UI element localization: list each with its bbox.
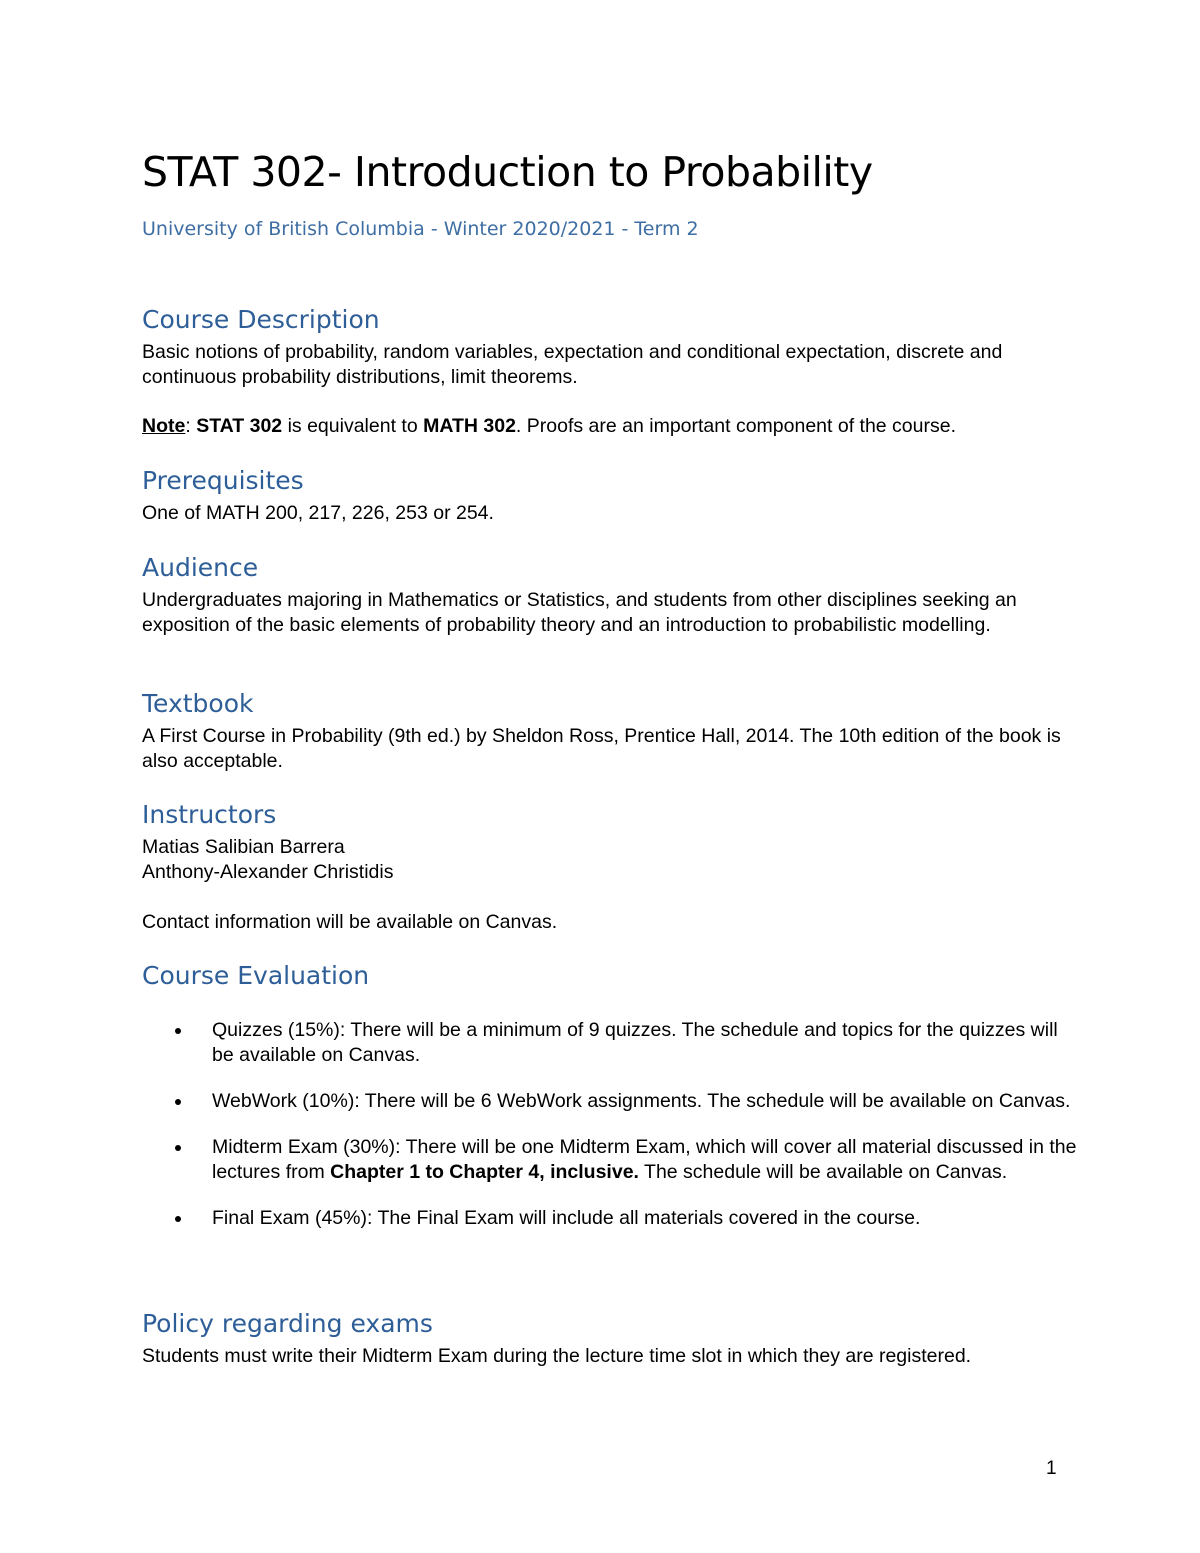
instructors-contact: Contact information will be available on Canvas.	[142, 911, 558, 933]
textbook-heading: Textbook	[142, 689, 254, 718]
list-item	[142, 1089, 1082, 1114]
page-number: 1	[1046, 1458, 1057, 1479]
page-title: STAT 302- Introduction to Probability	[142, 148, 873, 196]
note-course-code: STAT 302	[196, 415, 283, 437]
list-item	[142, 1206, 1082, 1231]
note-equivalent-code: MATH 302	[423, 415, 516, 437]
policy-heading: Policy regarding exams	[142, 1309, 433, 1338]
audience-text: Undergraduates majoring in Mathematics or Statistics, and students from other disciplines seeking an exposition of the basic elements of probability theory and an introduction to probabilistic modelling.	[142, 589, 1017, 636]
note-end-text: . Proofs are an important component of the course.	[515, 415, 956, 437]
course-note	[142, 414, 1082, 439]
prerequisites-text: One of MATH 200, 217, 226, 253 or 254.	[142, 502, 494, 524]
bullet-icon	[175, 1216, 181, 1222]
list-item	[142, 1018, 1082, 1068]
page-subtitle: University of British Columbia - Winter 2020/2021 - Term 2	[142, 218, 699, 240]
evaluation-midterm-pre: Midterm Exam (30%): There will be one Midterm Exam, which will cover all material discussed in the lectures from	[212, 1136, 1077, 1183]
instructors-heading: Instructors	[142, 800, 277, 829]
course-evaluation-heading: Course Evaluation	[142, 961, 370, 990]
textbook-text: A First Course in Probability (9th ed.) by Sheldon Ross, Prentice Hall, 2014. The 10th edition of the book is also acceptable.	[142, 725, 1061, 772]
evaluation-midterm-post: The schedule will be available on Canvas.	[638, 1161, 1008, 1183]
course-description-heading: Course Description	[142, 305, 380, 334]
audience-heading: Audience	[142, 553, 259, 582]
bullet-icon	[175, 1028, 181, 1034]
instructor-name-2: Anthony-Alexander Christidis	[142, 861, 394, 883]
evaluation-quizzes: Quizzes (15%): There will be a minimum of 9 quizzes. The schedule and topics for the quizzes will be available on Canvas.	[212, 1019, 1058, 1066]
bullet-icon	[175, 1099, 181, 1105]
bullet-icon	[175, 1145, 181, 1151]
evaluation-midterm-bold: Chapter 1 to Chapter 4, inclusive.	[330, 1161, 639, 1183]
list-item	[142, 1135, 1082, 1185]
note-middle-text: is equivalent to	[282, 415, 424, 437]
course-description-text: Basic notions of probability, random variables, expectation and conditional expectation, discrete and continuous probability distributions, limit theorems.	[142, 341, 1003, 388]
evaluation-list	[142, 1018, 1082, 1252]
policy-text: Students must write their Midterm Exam during the lecture time slot in which they are registered.	[142, 1345, 972, 1367]
instructor-name-1: Matias Salibian Barrera	[142, 836, 345, 858]
note-label: Note	[142, 415, 186, 437]
evaluation-final: Final Exam (45%): The Final Exam will include all materials covered in the course.	[212, 1207, 921, 1229]
prerequisites-heading: Prerequisites	[142, 466, 304, 495]
evaluation-webwork: WebWork (10%): There will be 6 WebWork assignments. The schedule will be available on Canvas.	[212, 1090, 1071, 1112]
note-separator: :	[185, 415, 197, 437]
